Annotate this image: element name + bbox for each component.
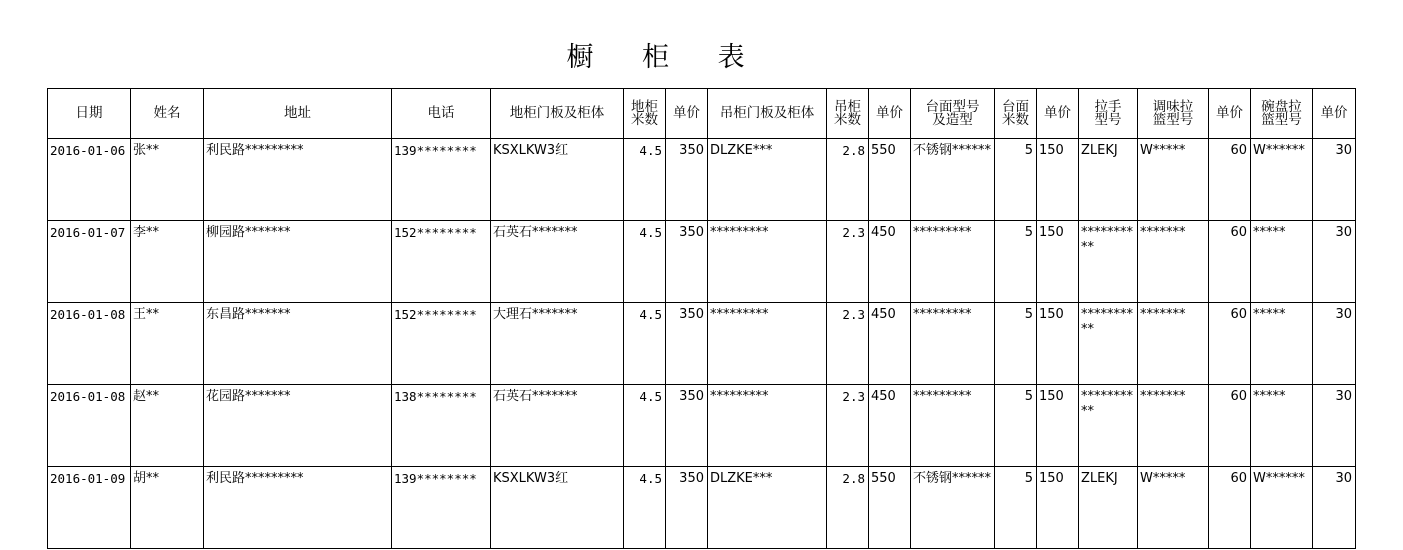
cell-base-cabinet-meters: 4.5 [624, 303, 666, 385]
cell-countertop-model: 不锈钢****** [911, 139, 995, 221]
column-header-line2: 米数 [1002, 111, 1029, 128]
column-header-line1: 吊柜门板及柜体 [719, 105, 815, 121]
cell-dish-basket-price: 30 [1313, 139, 1356, 221]
column-header-line1: 地址 [284, 105, 311, 121]
cell-wall-cabinet-door: DLZKE*** [708, 467, 827, 549]
column-header-line2: 米数 [834, 111, 861, 128]
column-header-line2: 及造型 [932, 111, 973, 128]
table-header-row [48, 89, 1356, 139]
column-header-name [131, 89, 204, 139]
cell-handle-model: ********** [1079, 385, 1138, 467]
cell-phone: 152******** [392, 221, 491, 303]
cell-countertop-price: 150 [1037, 221, 1079, 303]
cell-dish-basket-price: 30 [1313, 385, 1356, 467]
column-header-line2: 米数 [631, 111, 658, 128]
cell-base-cabinet-price: 350 [666, 467, 708, 549]
cell-address: 柳园路******* [204, 221, 392, 303]
cell-handle-model: ********** [1079, 303, 1138, 385]
column-header-line1: 碗盘拉 [1261, 98, 1302, 115]
cell-dish-basket-price: 30 [1313, 221, 1356, 303]
column-header-dish-basket-price [1313, 89, 1356, 139]
column-header-line1: 台面 [1002, 98, 1029, 115]
cell-name: 张** [131, 139, 204, 221]
cell-spice-basket-price: 60 [1209, 303, 1251, 385]
cell-base-cabinet-meters: 4.5 [624, 385, 666, 467]
column-header-line1: 电话 [427, 105, 455, 121]
cell-date: 2016-01-08 [48, 303, 131, 385]
cell-date: 2016-01-09 [48, 467, 131, 549]
column-header-line1: 单价 [1216, 105, 1243, 121]
column-header-line2: 篮型号 [1152, 111, 1194, 128]
column-header-line1: 姓名 [153, 105, 181, 121]
column-header-line1: 地柜 [631, 98, 658, 115]
column-header-wall-cabinet-door [708, 89, 827, 139]
column-header-line1: 单价 [1044, 105, 1071, 121]
column-header-line2: 型号 [1094, 111, 1122, 128]
column-header-wall-cabinet-price [869, 89, 911, 139]
column-header-base-cabinet-meters [624, 89, 666, 139]
page-title: 橱 柜 表 [566, 42, 765, 73]
cell-countertop-meters: 5 [995, 303, 1037, 385]
column-header-wall-cabinet-meters [827, 89, 869, 139]
column-header-countertop-model [911, 89, 995, 139]
cell-address: 东昌路******* [204, 303, 392, 385]
cell-countertop-meters: 5 [995, 221, 1037, 303]
cell-wall-cabinet-meters: 2.3 [827, 221, 869, 303]
cell-dish-basket-price: 30 [1313, 467, 1356, 549]
cell-countertop-price: 150 [1037, 303, 1079, 385]
cell-wall-cabinet-price: 450 [869, 221, 911, 303]
cell-date: 2016-01-07 [48, 221, 131, 303]
column-header-line1: 地柜门板及柜体 [509, 105, 605, 121]
cell-spice-basket-model: W***** [1138, 467, 1209, 549]
cell-phone: 138******** [392, 385, 491, 467]
table-row [48, 139, 1356, 221]
cell-phone: 152******** [392, 303, 491, 385]
cell-phone: 139******** [392, 467, 491, 549]
cell-wall-cabinet-price: 450 [869, 385, 911, 467]
cell-countertop-meters: 5 [995, 139, 1037, 221]
cell-countertop-model: ********* [911, 385, 995, 467]
table-row [48, 467, 1356, 549]
cell-base-cabinet-door: KSXLKW3红 [491, 467, 624, 549]
column-header-line1: 吊柜 [834, 98, 861, 115]
cell-wall-cabinet-meters: 2.3 [827, 385, 869, 467]
cell-spice-basket-model: ******* [1138, 385, 1209, 467]
column-header-line1: 单价 [673, 105, 700, 121]
column-header-base-cabinet-door [491, 89, 624, 139]
table-row [48, 385, 1356, 467]
cell-spice-basket-price: 60 [1209, 139, 1251, 221]
column-header-date [48, 89, 131, 139]
cell-countertop-model: ********* [911, 303, 995, 385]
cell-countertop-meters: 5 [995, 385, 1037, 467]
cell-name: 王** [131, 303, 204, 385]
column-header-spice-basket-price [1209, 89, 1251, 139]
cell-wall-cabinet-meters: 2.3 [827, 303, 869, 385]
cell-countertop-price: 150 [1037, 385, 1079, 467]
column-header-line1: 台面型号 [925, 98, 980, 115]
column-header-line1: 单价 [1320, 105, 1348, 121]
cell-wall-cabinet-door: ********* [708, 385, 827, 467]
column-header-line1: 单价 [876, 105, 903, 121]
cell-wall-cabinet-price: 550 [869, 139, 911, 221]
cell-base-cabinet-door: KSXLKW3红 [491, 139, 624, 221]
cell-base-cabinet-door: 石英石******* [491, 385, 624, 467]
cell-countertop-price: 150 [1037, 467, 1079, 549]
cell-dish-basket-price: 30 [1313, 303, 1356, 385]
column-header-countertop-price [1037, 89, 1079, 139]
cell-handle-model: ZLEKJ [1079, 139, 1138, 221]
cell-base-cabinet-price: 350 [666, 385, 708, 467]
column-header-base-cabinet-price [666, 89, 708, 139]
column-header-line1: 调味拉 [1152, 98, 1194, 115]
cell-wall-cabinet-door: ********* [708, 221, 827, 303]
cell-dish-basket-model: ***** [1251, 221, 1313, 303]
cell-countertop-price: 150 [1037, 139, 1079, 221]
column-header-line1: 日期 [75, 105, 103, 121]
cell-name: 胡** [131, 467, 204, 549]
cell-spice-basket-price: 60 [1209, 221, 1251, 303]
cell-countertop-model: 不锈钢****** [911, 467, 995, 549]
cell-handle-model: ********** [1079, 221, 1138, 303]
column-header-phone [392, 89, 491, 139]
cell-spice-basket-model: ******* [1138, 221, 1209, 303]
column-header-handle-model [1079, 89, 1138, 139]
cell-dish-basket-model: W****** [1251, 139, 1313, 221]
column-header-line2: 篮型号 [1261, 111, 1302, 128]
cell-base-cabinet-price: 350 [666, 303, 708, 385]
cell-wall-cabinet-door: ********* [708, 303, 827, 385]
cell-base-cabinet-door: 大理石******* [491, 303, 624, 385]
cell-dish-basket-model: W****** [1251, 467, 1313, 549]
cell-wall-cabinet-price: 450 [869, 303, 911, 385]
cell-countertop-meters: 5 [995, 467, 1037, 549]
cell-wall-cabinet-meters: 2.8 [827, 139, 869, 221]
cell-wall-cabinet-meters: 2.8 [827, 467, 869, 549]
cell-base-cabinet-meters: 4.5 [624, 221, 666, 303]
cell-wall-cabinet-door: DLZKE*** [708, 139, 827, 221]
cell-spice-basket-price: 60 [1209, 467, 1251, 549]
column-header-countertop-meters [995, 89, 1037, 139]
column-header-line1: 拉手 [1094, 98, 1122, 115]
cell-address: 花园路******* [204, 385, 392, 467]
column-header-spice-basket-model [1138, 89, 1209, 139]
cell-base-cabinet-door: 石英石******* [491, 221, 624, 303]
cabinet-table [47, 88, 1356, 549]
cell-address: 利民路********* [204, 467, 392, 549]
cell-wall-cabinet-price: 550 [869, 467, 911, 549]
cell-base-cabinet-price: 350 [666, 221, 708, 303]
cell-spice-basket-price: 60 [1209, 385, 1251, 467]
cell-spice-basket-model: W***** [1138, 139, 1209, 221]
cell-name: 赵** [131, 385, 204, 467]
cell-date: 2016-01-06 [48, 139, 131, 221]
table-row [48, 221, 1356, 303]
cell-base-cabinet-meters: 4.5 [624, 467, 666, 549]
cell-base-cabinet-price: 350 [666, 139, 708, 221]
cell-countertop-model: ********* [911, 221, 995, 303]
cell-spice-basket-model: ******* [1138, 303, 1209, 385]
column-header-address [204, 89, 392, 139]
column-header-dish-basket-model [1251, 89, 1313, 139]
table-body [48, 139, 1356, 549]
cell-dish-basket-model: ***** [1251, 303, 1313, 385]
cell-name: 李** [131, 221, 204, 303]
cell-phone: 139******** [392, 139, 491, 221]
table-row [48, 303, 1356, 385]
cell-dish-basket-model: ***** [1251, 385, 1313, 467]
cell-date: 2016-01-08 [48, 385, 131, 467]
cell-handle-model: ZLEKJ [1079, 467, 1138, 549]
cell-base-cabinet-meters: 4.5 [624, 139, 666, 221]
cell-address: 利民路********* [204, 139, 392, 221]
